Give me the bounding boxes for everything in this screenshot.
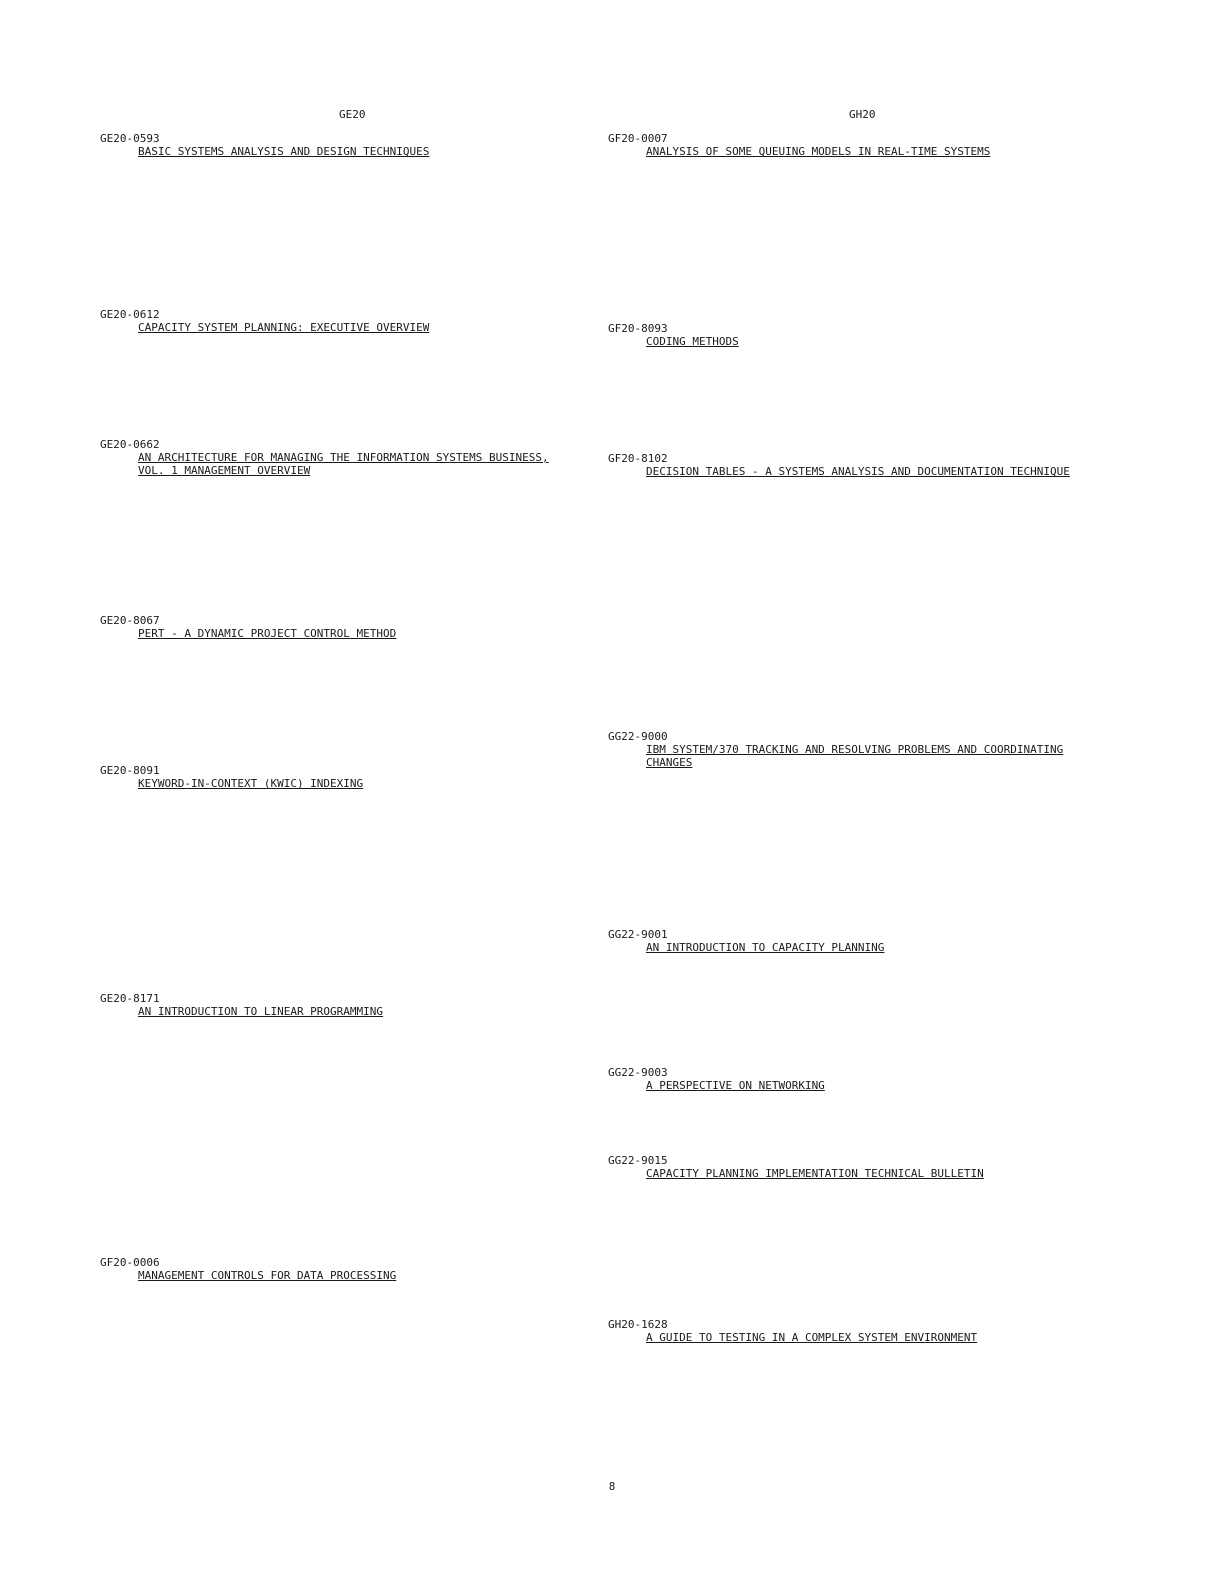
entry-title: AN INTRODUCTION TO CAPACITY PLANNING: [646, 941, 885, 954]
right-column-header: GH20: [849, 108, 876, 121]
entry-title: AN ARCHITECTURE FOR MANAGING THE INFORMATION SYSTEMS BUSINESS, VOL. 1 MANAGEMENT OVERVIEW: [138, 451, 549, 477]
entry-number: GH20-1628: [608, 1318, 668, 1331]
entry-number: GG22-9003: [608, 1066, 668, 1079]
entry-number: GG22-9000: [608, 730, 668, 743]
catalog-entry: [100, 614, 396, 640]
entry-number: GF20-8093: [608, 322, 668, 335]
entry-title: A GUIDE TO TESTING IN A COMPLEX SYSTEM ENVIRONMENT: [646, 1331, 978, 1344]
entry-number: GG22-9015: [608, 1154, 668, 1167]
catalog-entry: [100, 438, 578, 477]
catalog-entry: [100, 1256, 396, 1282]
entry-title: KEYWORD-IN-CONTEXT (KWIC) INDEXING: [138, 777, 364, 790]
entry-number: GF20-0007: [608, 132, 668, 145]
entry-number: GE20-0593: [100, 132, 160, 145]
entry-title: CODING METHODS: [646, 335, 739, 348]
entry-number: GF20-0006: [100, 1256, 160, 1269]
entry-title: IBM SYSTEM/370 TRACKING AND RESOLVING PROBLEMS AND COORDINATING CHANGES: [646, 743, 1064, 769]
entry-number: GE20-8067: [100, 614, 160, 627]
left-column-header: GE20: [339, 108, 366, 121]
catalog-entry: [100, 132, 429, 158]
catalog-entry: [608, 730, 1086, 769]
entry-title: AN INTRODUCTION TO LINEAR PROGRAMMING: [138, 1005, 384, 1018]
entry-number: GE20-0662: [100, 438, 160, 451]
entry-title: PERT - A DYNAMIC PROJECT CONTROL METHOD: [138, 627, 397, 640]
catalog-entry: [608, 322, 739, 348]
entry-number: GF20-8102: [608, 452, 668, 465]
entry-title: CAPACITY PLANNING IMPLEMENTATION TECHNICAL BULLETIN: [646, 1167, 984, 1180]
entry-number: GG22-9001: [608, 928, 668, 941]
catalog-entry: [608, 1066, 825, 1092]
catalog-entry: [100, 992, 383, 1018]
entry-number: GE20-8091: [100, 764, 160, 777]
entry-title: A PERSPECTIVE ON NETWORKING: [646, 1079, 825, 1092]
catalog-entry: [608, 132, 990, 158]
catalog-entry: [608, 1318, 977, 1344]
entry-title: DECISION TABLES - A SYSTEMS ANALYSIS AND DOCUMENTATION TECHNIQUE: [646, 465, 1070, 478]
entry-number: GE20-8171: [100, 992, 160, 1005]
catalog-entry: [608, 928, 884, 954]
entry-number: GE20-0612: [100, 308, 160, 321]
entry-title: MANAGEMENT CONTROLS FOR DATA PROCESSING: [138, 1269, 397, 1282]
catalog-entry: [608, 1154, 984, 1180]
entry-title: BASIC SYSTEMS ANALYSIS AND DESIGN TECHNIQUES: [138, 145, 430, 158]
catalog-entry: [100, 308, 429, 334]
page-number: 8: [608, 1480, 616, 1493]
entry-title: ANALYSIS OF SOME QUEUING MODELS IN REAL-TIME SYSTEMS: [646, 145, 991, 158]
catalog-entry: [608, 452, 1070, 478]
entry-title: CAPACITY SYSTEM PLANNING: EXECUTIVE OVERVIEW: [138, 321, 430, 334]
catalog-entry: [100, 764, 363, 790]
